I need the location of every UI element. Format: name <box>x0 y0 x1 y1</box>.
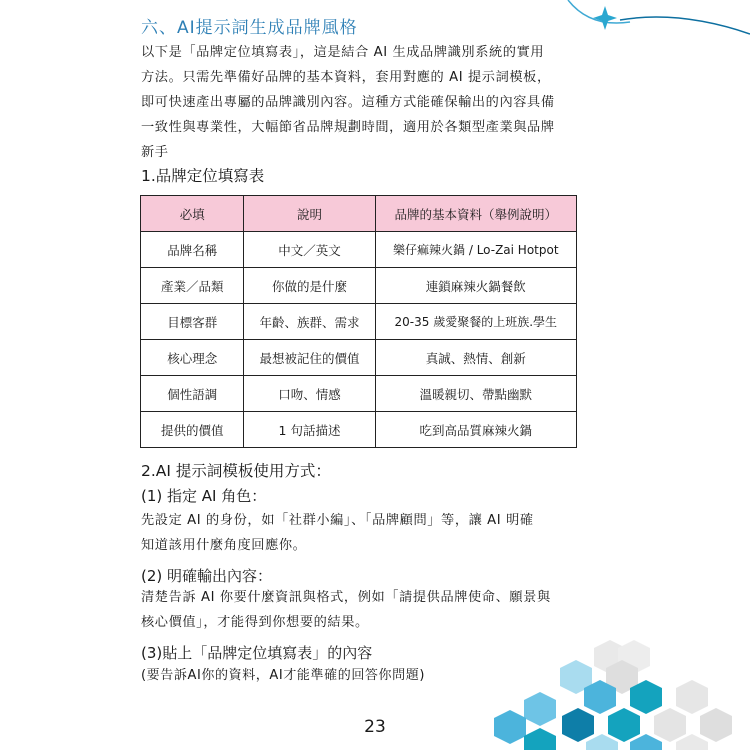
column-header: 必填 <box>141 196 244 232</box>
intro-paragraph <box>141 40 581 165</box>
table-cell: 吃到高品質麻辣火鍋 <box>375 412 576 448</box>
table-cell: 口吻、情感 <box>244 376 375 412</box>
step1-line: 先設定 AI 的身份，如「社群小編」、「品牌顧問」等，讓 AI 明確 <box>141 513 534 528</box>
step2-line: 清楚告訴 AI 你要什麼資訊與格式，例如「請提供品牌使命、願景與 <box>141 590 551 605</box>
table-cell: 個性語調 <box>141 376 244 412</box>
page-number: 23 <box>364 717 386 737</box>
table-row <box>141 268 577 304</box>
table-row <box>141 340 577 376</box>
step3-title: (3)貼上「品牌定位填寫表」的內容 <box>141 644 373 662</box>
table-cell: 年齡、族群、需求 <box>244 304 375 340</box>
step1-body <box>141 508 581 558</box>
table-cell: 提供的價值 <box>141 412 244 448</box>
intro-line: 以下是「品牌定位填寫表」，這是結合 AI 生成品牌識別系統的實用 <box>141 45 545 60</box>
table-row <box>141 376 577 412</box>
intro-line: 一致性與專業性，大幅節省品牌規劃時間，適用於各類型產業與品牌 <box>141 120 555 135</box>
table-cell: 中文／英文 <box>244 232 375 268</box>
intro-line: 新手 <box>141 145 169 160</box>
table-cell: 最想被記住的價值 <box>244 340 375 376</box>
table-cell: 1 句話描述 <box>244 412 375 448</box>
table-cell: 你做的是什麼 <box>244 268 375 304</box>
step2-line: 核心價值」，才能得到你想要的結果。 <box>141 615 369 630</box>
table-cell: 產業／品類 <box>141 268 244 304</box>
sparkle-icon <box>560 0 750 60</box>
table-cell: 連鎖麻辣火鍋餐飲 <box>375 268 576 304</box>
column-header: 品牌的基本資料（舉例說明） <box>375 196 576 232</box>
table-header-row <box>141 196 577 232</box>
table-cell: 20-35 歲愛聚餐的上班族.學生 <box>375 304 576 340</box>
table-row <box>141 304 577 340</box>
section-title: 六、AI提示詞生成品牌風格 <box>141 18 358 38</box>
step3-note: (要告訴AI你的資料，AI才能準確的回答你問題) <box>141 668 425 683</box>
table-cell: 真誠、熱情、創新 <box>375 340 576 376</box>
table-cell: 溫暖親切、帶點幽默 <box>375 376 576 412</box>
table-row <box>141 232 577 268</box>
brand-positioning-table <box>140 195 577 448</box>
column-header: 說明 <box>244 196 375 232</box>
heading-brand-form: 1.品牌定位填寫表 <box>141 167 265 185</box>
step1-title: (1) 指定 AI 角色： <box>141 487 267 505</box>
intro-line: 方法。只需先準備好品牌的基本資料，套用對應的 AI 提示詞模板， <box>141 70 551 85</box>
table-cell: 品牌名稱 <box>141 232 244 268</box>
table-cell: 樂仔痲辣火鍋 / Lo-Zai Hotpot <box>375 232 576 268</box>
step2-body <box>141 585 581 635</box>
table-cell: 核心理念 <box>141 340 244 376</box>
step2-title: (2) 明確輸出內容： <box>141 567 273 585</box>
table-row <box>141 412 577 448</box>
intro-line: 即可快速產出專屬的品牌識別內容。這種方式能確保輸出的內容具備 <box>141 95 555 110</box>
step1-line: 知道該用什麼角度回應你。 <box>141 538 307 553</box>
table-cell: 目標客群 <box>141 304 244 340</box>
heading-ai-template: 2.AI 提示詞模板使用方式： <box>141 462 331 480</box>
